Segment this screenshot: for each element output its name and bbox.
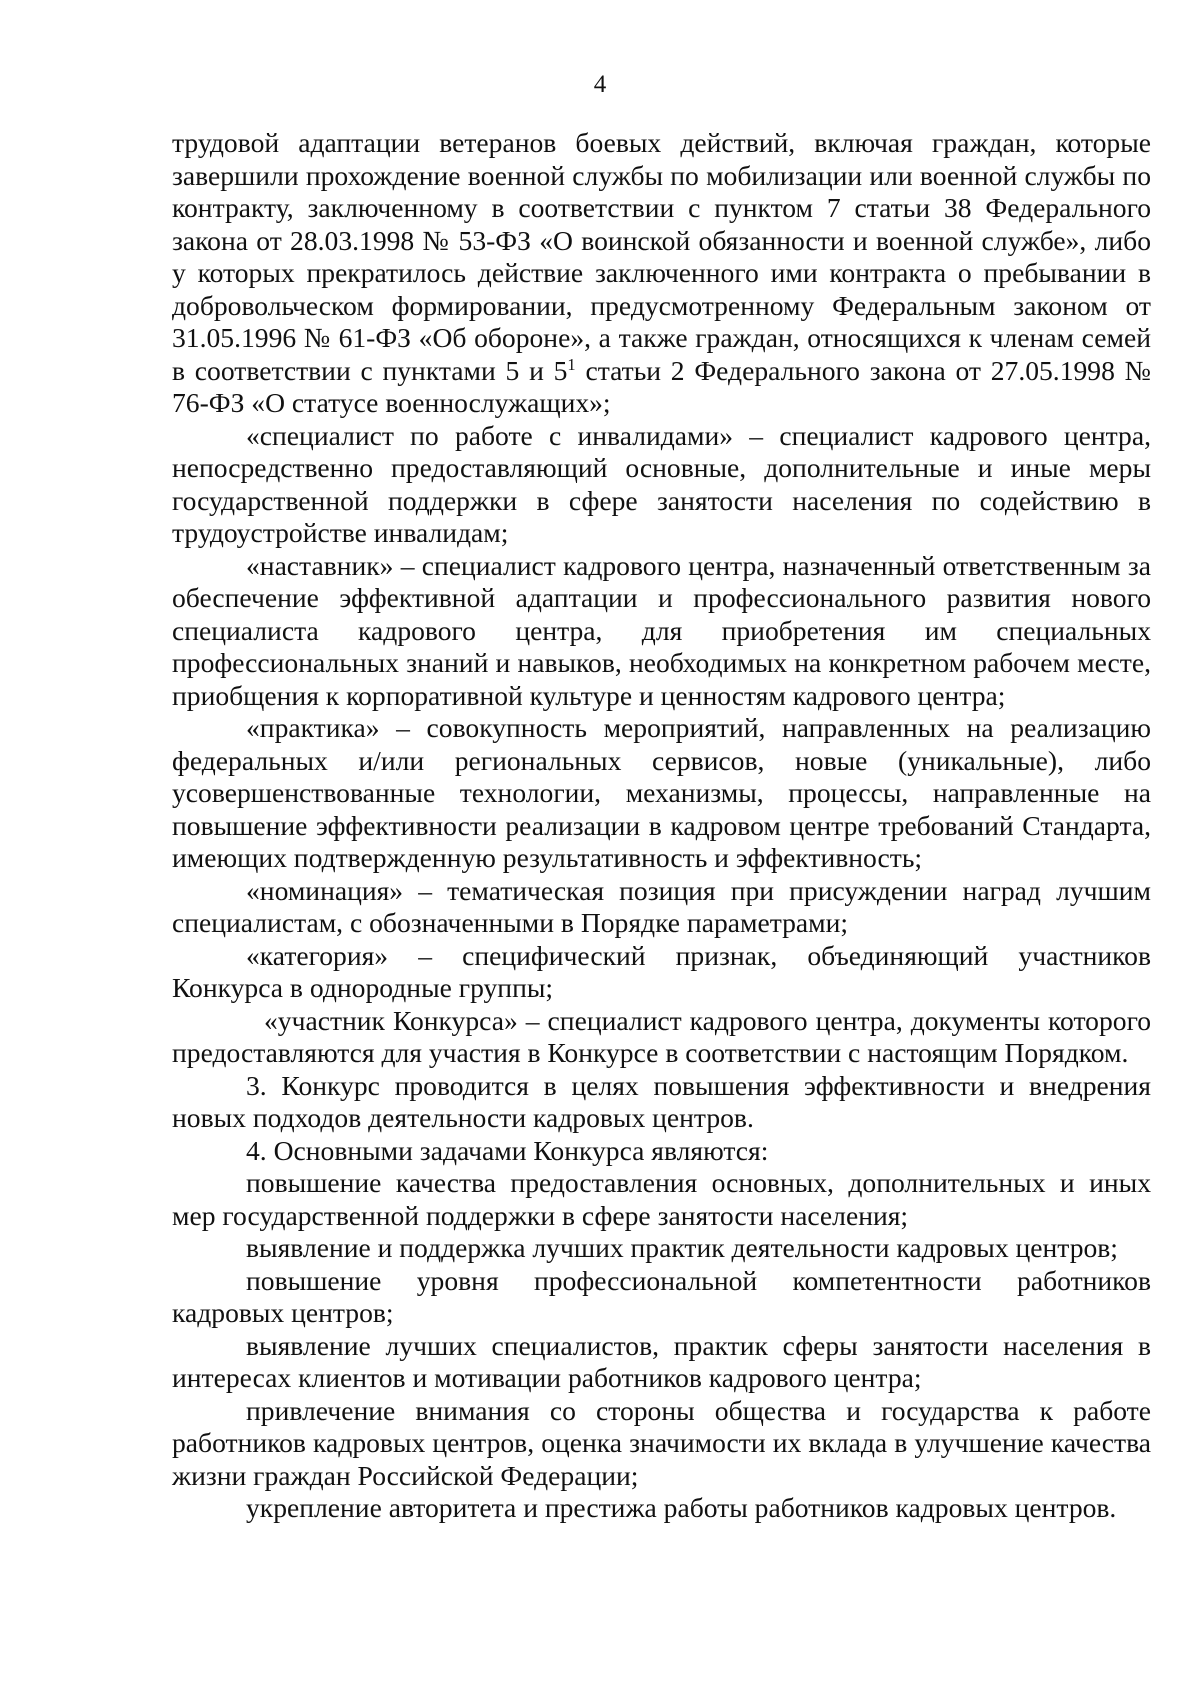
paragraph-task-best-practices: выявление и поддержка лучших практик деятельности кадровых центров; xyxy=(246,1232,1118,1263)
paragraph-task-attention: привлечение внимания со стороны общества и государства к работе работников кадровых центров, оценка значимости их вклада в улучшение качества жизни граждан Российской Федерации; xyxy=(172,1394,1151,1491)
paragraph-text: статьи 2 Федерального закона от 27.05.1998 № 76-ФЗ «О статусе военнослужащих»; xyxy=(172,354,1151,418)
paragraph-contest-purpose: 3. Конкурс проводится в целях повышения эффективности и внедрения новых подходов деятельности кадровых центров. xyxy=(172,1069,1151,1133)
paragraph-disability-specialist: «специалист по работе с инвалидами» – специалист кадрового центра, непосредственно предоставляющий основные, дополнительные и иные меры государственной поддержки в сфере занятости населения по содействию в трудоустройстве инвалидам; xyxy=(172,419,1151,548)
paragraph-task-best-specialists: выявление лучших специалистов, практик сферы занятости населения в интересах клиентов и мотивации работников кадрового центра; xyxy=(172,1329,1151,1393)
paragraph-task-competence: повышение уровня профессиональной компетентности работников кадровых центров; xyxy=(172,1264,1151,1328)
document-body xyxy=(172,127,1151,1525)
paragraph-category: «категория» – специфический признак, объединяющий участников Конкурса в однородные группы; xyxy=(172,939,1151,1003)
paragraph-text: трудовой адаптации ветеранов боевых действий, включая граждан, которые завершили прохождение военной службы по мобилизации или военной службы по контракту, заключенному в соответствии с пунктом 7 статьи 38 Федерального закона от 28.03.1998 № 53-ФЗ «О воинской обязанности и военной службе», либо у которых прекратилось действие заключенного ими контракта о пребывании в добровольческом формировании, предусмотренному Федеральным законом от 31.05.1996 № 61-ФЗ «Об обороне», а также граждан, относящихся к членам семей в соответствии с пунктами 5 и 5 xyxy=(172,127,1151,386)
paragraph-contest-tasks-heading: 4. Основными задачами Конкурса являются: xyxy=(246,1134,769,1166)
paragraph-veterans-definition xyxy=(172,127,1151,420)
page-number: 4 xyxy=(593,71,607,98)
paragraph-nomination: «номинация» – тематическая позиция при присуждении наград лучшим специалистам, с обозначенными в Порядке параметрами; xyxy=(172,874,1151,938)
superscript: 1 xyxy=(567,354,576,374)
paragraph-task-prestige: укрепление авторитета и престижа работы работников кадровых центров. xyxy=(246,1492,1117,1523)
paragraph-mentor: «наставник» – специалист кадрового центра, назначенный ответственным за обеспечение эффективной адаптации и профессионального развития нового специалиста кадрового центра, для приобретения им специальных профессиональных знаний и навыков, необходимых на конкретном рабочем месте, приобщения к корпоративной культуре и ценностям кадрового центра; xyxy=(172,549,1151,711)
paragraph-contest-participant: «участник Конкурса» – специалист кадрового центра, документы которого предоставляются для участия в Конкурсе в соответствии с настоящим Порядком. xyxy=(172,1004,1151,1068)
paragraph-task-quality: повышение качества предоставления основных, дополнительных и иных мер государственной поддержки в сфере занятости населения; xyxy=(172,1167,1151,1231)
paragraph-practice: «практика» – совокупность мероприятий, направленных на реализацию федеральных и/или региональных сервисов, новые (уникальные), либо усовершенствованные технологии, механизмы, процессы, направленные на повышение эффективности реализации в кадровом центре требований Стандарта, имеющих подтвержденную результативность и эффективность; xyxy=(172,712,1151,873)
